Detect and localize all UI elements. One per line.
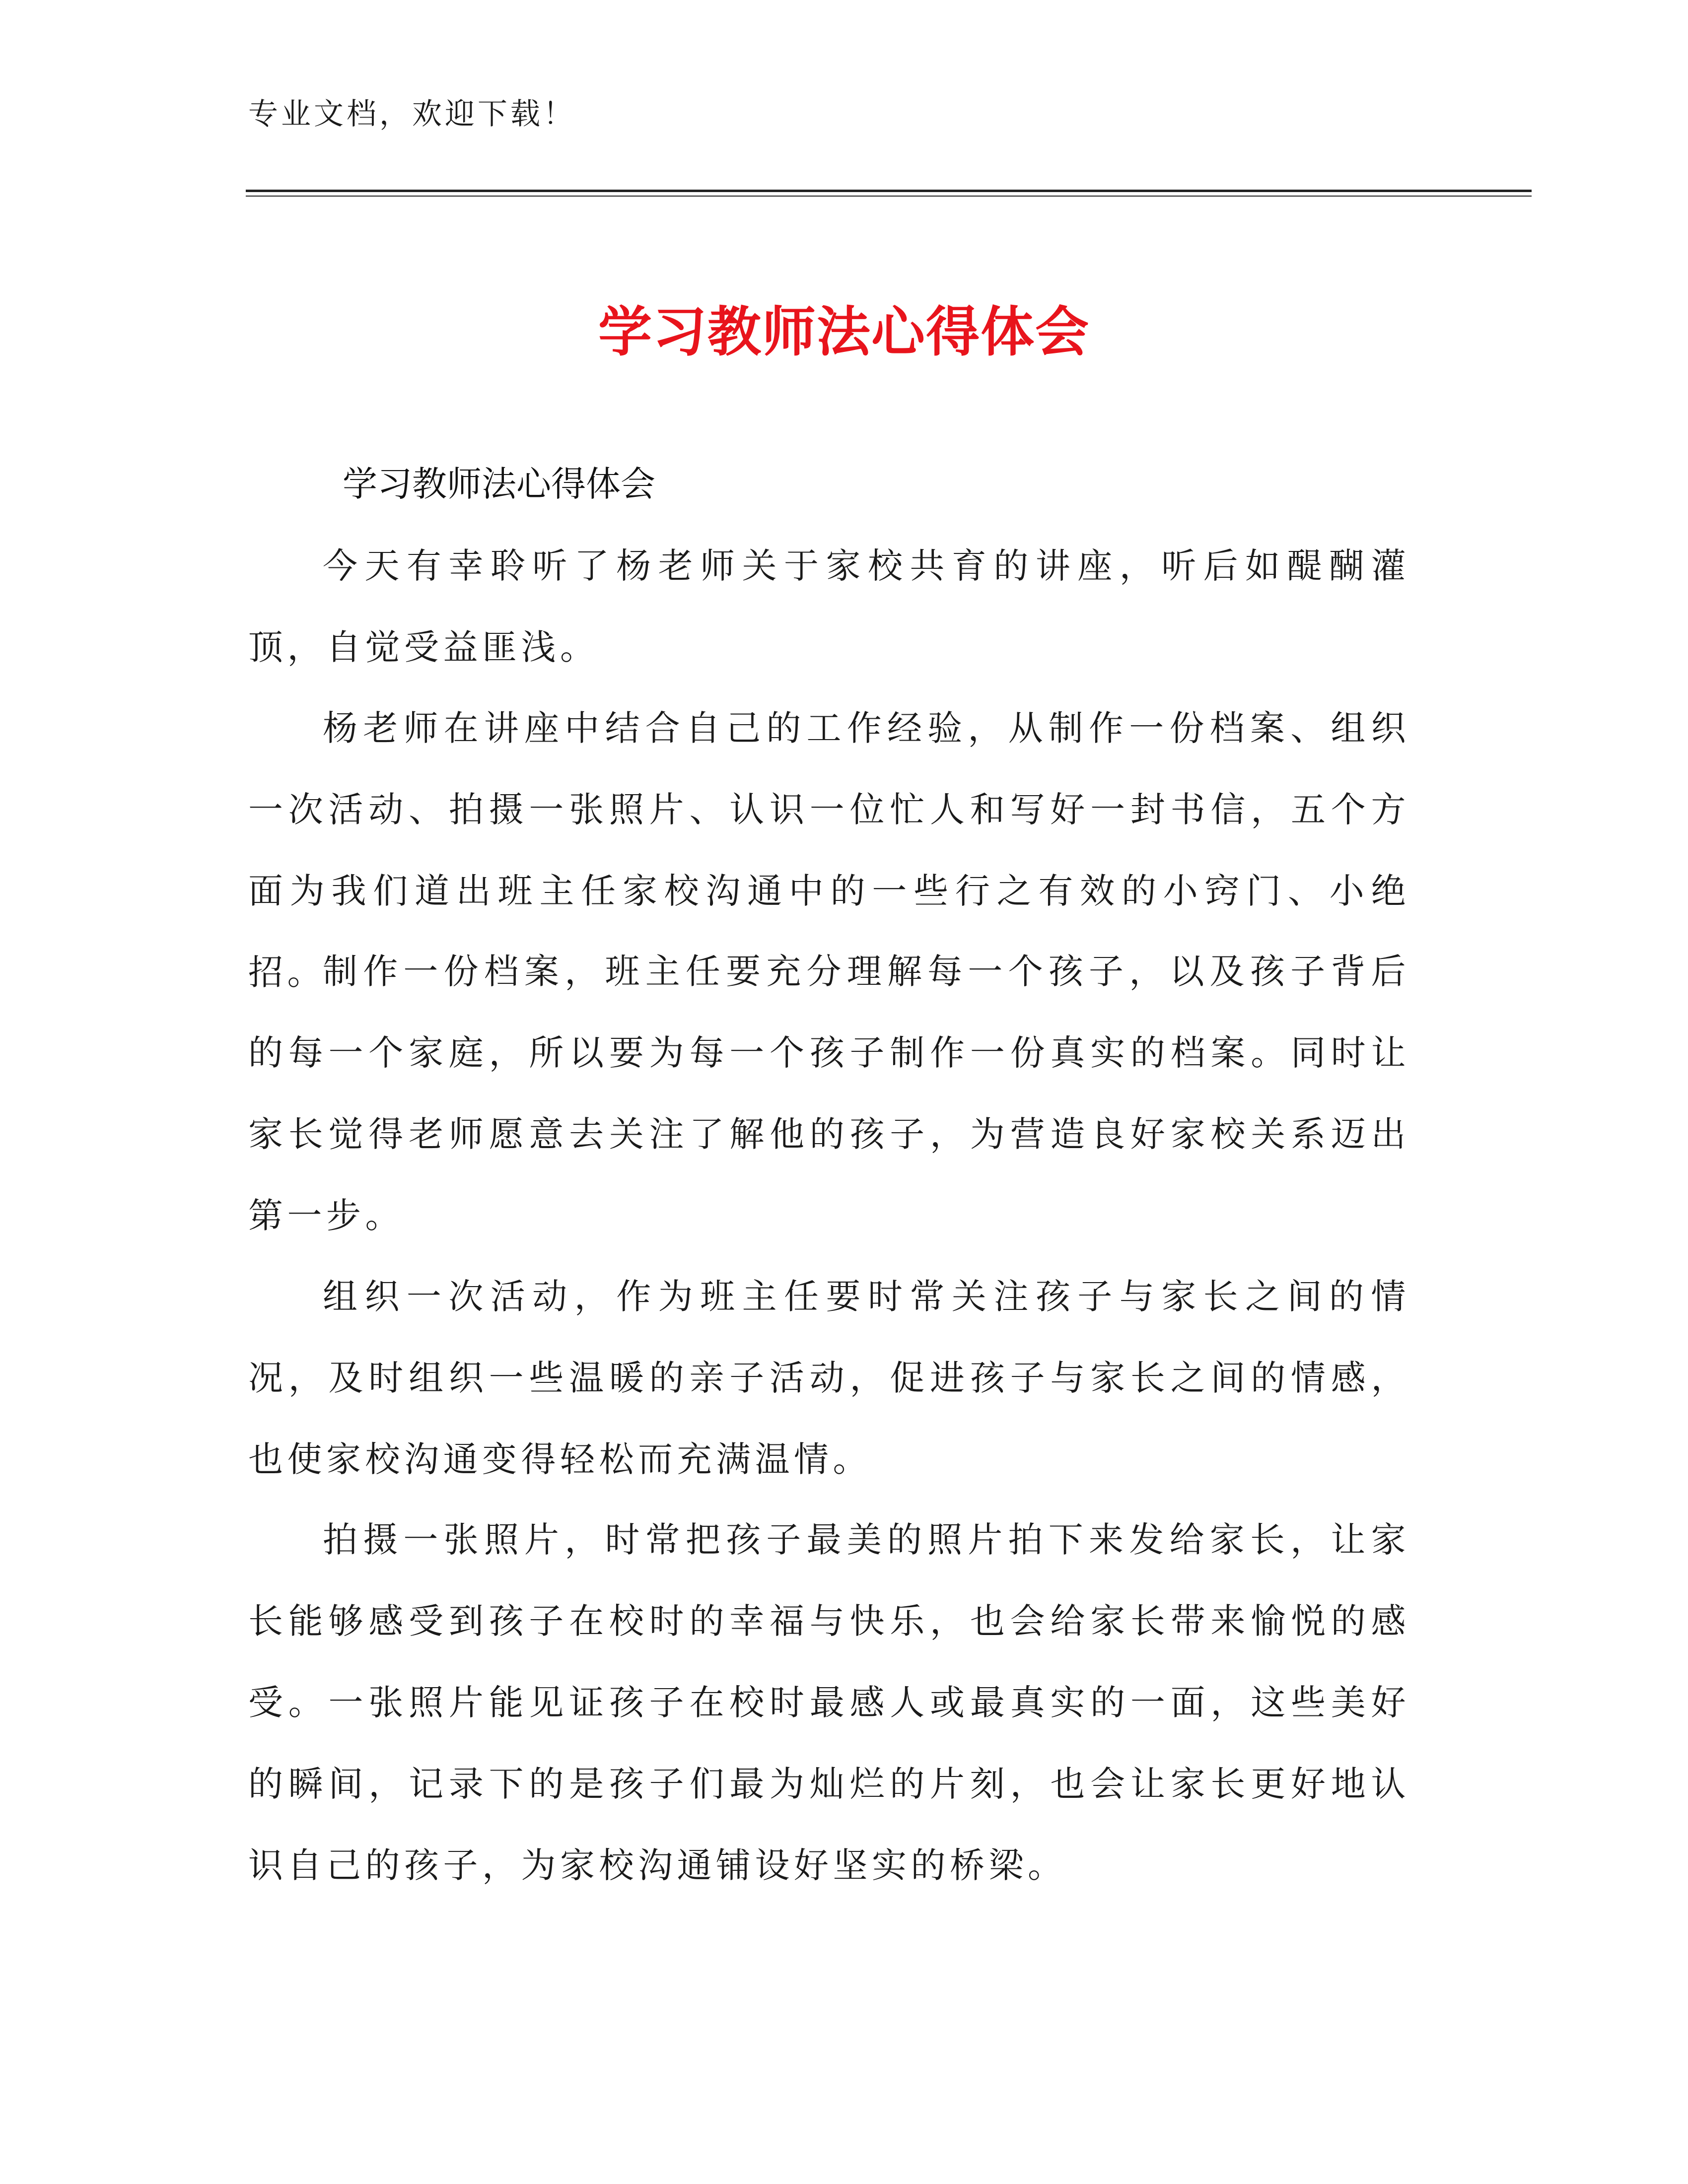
document-subtitle: 学习教师法心得体会	[343, 464, 655, 504]
paragraph: 组织一次活动，作为班主任要时常关注孩子与家长之间的情况，及时组织一些温暖的亲子活动，促进孩子与家长之间的情感，也使家校沟通变得轻松而充满温情。	[248, 1276, 1410, 1480]
paragraph: 拍摄一张照片，时常把孩子最美的照片拍下来发给家长，让家长能够感受到孩子在校时的幸福与快乐，也会给家长带来愉悦的感受。一张照片能见证孩子在校时最感人或最真实的一面，这些美好的瞬间，记录下的是孩子们最为灿烂的片刻，也会让家长更好地认识自己的孩子，为家校沟通铺设好坚实的桥梁。	[248, 1519, 1410, 1886]
document-title: 学习教师法心得体会	[598, 301, 1090, 363]
header-rule-thin	[246, 196, 1532, 197]
paragraph: 制作一份档案，班主任要充分理解每一个孩子，以及孩子背后的每一个家庭，所以要为每一个孩子制作一份真实的档案。同时让家长觉得老师愿意去关注了解他的孩子，为营造良好家校关系迈出第一步。	[248, 951, 1410, 1236]
header-rule-thick	[246, 190, 1532, 192]
paragraph: 今天有幸聆听了杨老师关于家校共育的讲座，听后如醍醐灌顶，自觉受益匪浅。	[248, 546, 1410, 668]
page-header-text: 专业文档，欢迎下载！	[248, 97, 576, 132]
paragraph: 杨老师在讲座中结合自己的工作经验，从制作一份档案、组织一次活动、拍摄一张照片、认识一位忙人和写好一封书信，五个方面为我们道出班主任家校沟通中的一些行之有效的小窍门、小绝招。	[248, 708, 1410, 993]
